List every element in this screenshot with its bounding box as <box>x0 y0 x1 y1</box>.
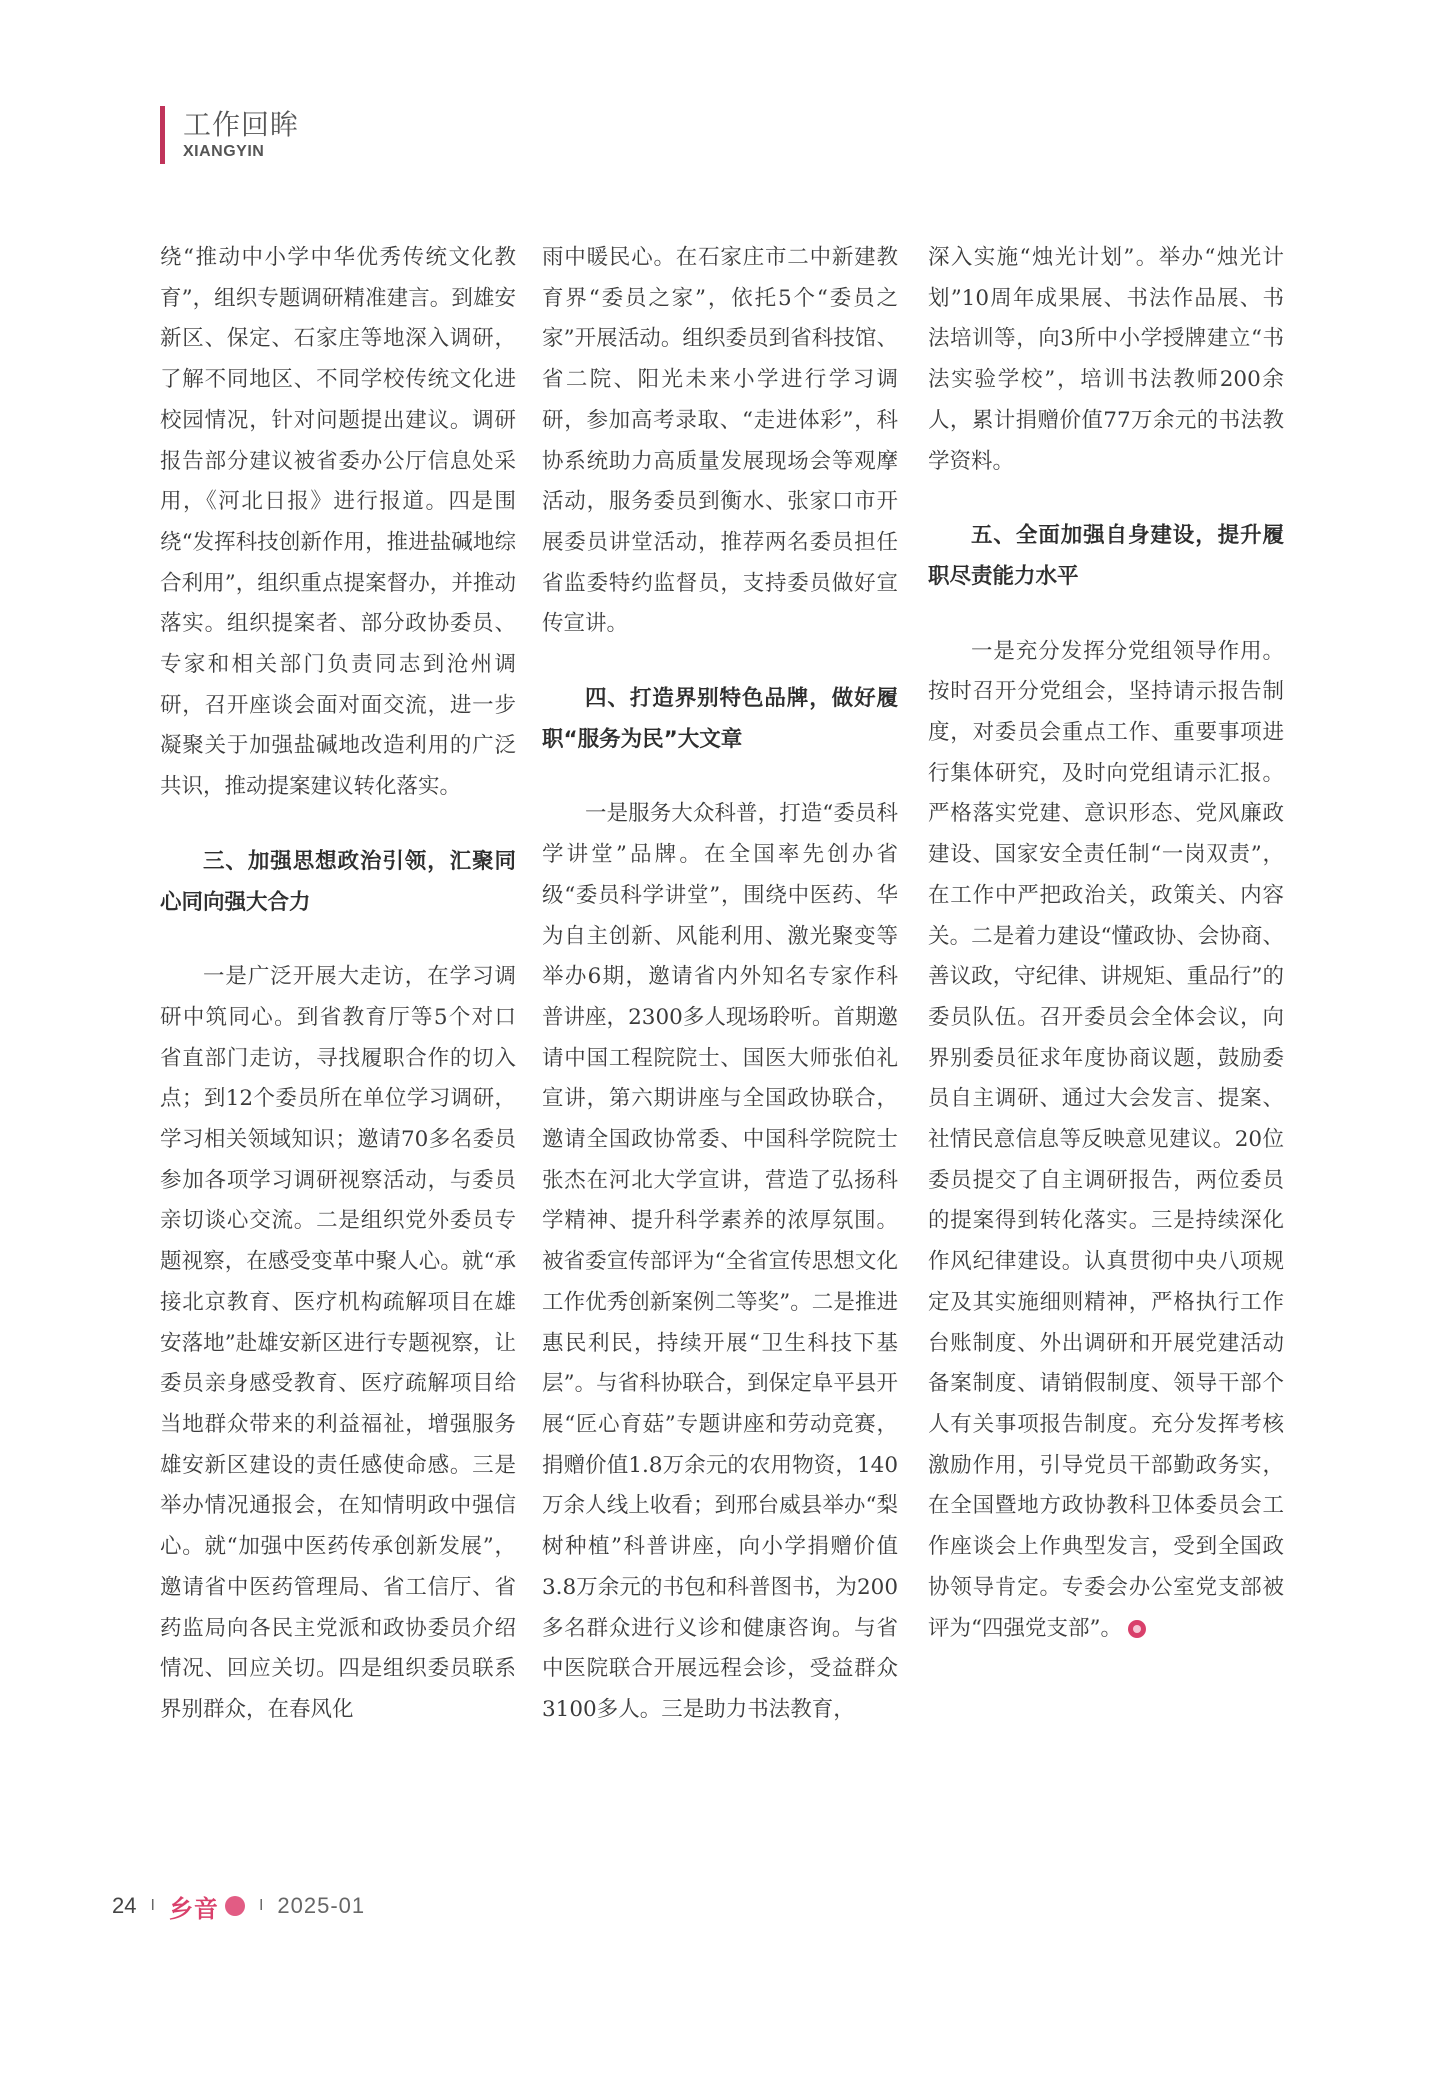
article-column-1 <box>160 238 516 1731</box>
body-paragraph <box>542 238 898 645</box>
article-column-2 <box>542 238 898 1731</box>
section-tag <box>160 106 299 164</box>
section-tag-texts <box>183 106 299 164</box>
paragraph-text: 一是服务大众科普，打造“委员科学讲堂”品牌。在全国率先创办省级“委员科学讲堂”，围绕中医药、华为自主创新、风能利用、激光聚变等举办6期，邀请省内外知名专家作科普讲座，2300多人现场聆听。首期邀请中国工程院院士、国医大师张伯礼宣讲，第六期讲座与全国政协联合，邀请全国政协常委、中国科学院院士张杰在河北大学宣讲，营造了弘扬科学精神、提升科学素养的浓厚氛围。被省委宣传部评为“全省宣传思想文化工作优秀创新案例二等奖”。二是推进惠民利民，持续开展“卫生科技下基层”。与省科协联合，到保定阜平县开展“匠心育菇”专题讲座和劳动竞赛，捐赠价值1.8万余元的农用物资，140万余人线上收看；到邢台威县举办“梨树种植”科普讲座，向小学捐赠价值3.8万余元的书包和科普图书，为200多名群众进行义诊和健康咨询。与省中医院联合开展远程会诊，受益群众3100多人。三是助力书法教育， <box>542 801 898 1722</box>
body-paragraph <box>160 957 516 1730</box>
issue-number: 2025-01 <box>277 1893 366 1918</box>
section-accent-bar <box>160 106 165 164</box>
paragraph-text: 深入实施“烛光计划”。举办“烛光计划”10周年成果展、书法作品展、书法培训等，向3所中小学授牌建立“书法实验学校”，培训书法教师200余人，累计捐赠价值77万余元的书法教学资料。 <box>928 245 1284 474</box>
paragraph-text: 一是广泛开展大走访，在学习调研中筑同心。到省教育厅等5个对口省直部门走访，寻找履职合作的切入点；到12个委员所在单位学习调研，学习相关领域知识；邀请70多名委员参加各项学习调研视察活动，与委员亲切谈心交流。二是组织党外委员专题视察，在感受变革中聚人心。就“承接北京教育、医疗机构疏解项目在雄安落地”赴雄安新区进行专题视察，让委员亲身感受教育、医疗疏解项目给当地群众带来的利益福祉，增强服务雄安新区建设的责任感使命感。三是举办情况通报会，在知情明政中强信心。就“加强中医药传承创新发展”，邀请省中医药管理局、省工信厅、省药监局向各民主党派和政协委员介绍情况、回应关切。四是组织委员联系界别群众，在春风化 <box>160 964 516 1722</box>
magazine-logo-icon <box>225 1896 245 1916</box>
body-paragraph <box>160 238 516 808</box>
article-end-icon <box>1128 1620 1146 1638</box>
footer-separator: I <box>258 1897 264 1914</box>
magazine-logo: 乡音 <box>168 1894 219 1923</box>
body-paragraph <box>542 794 898 1730</box>
paragraph-text: 一是充分发挥分党组领导作用。按时召开分党组会，坚持请示报告制度，对委员会重点工作、重要事项进行集体研究，及时向党组请示汇报。严格落实党建、意识形态、党风廉政建设、国家安全责任制“一岗双责”，在工作中严把政治关，政策关、内容关。二是着力建设“懂政协、会协商、善议政，守纪律、讲规矩、重品行”的委员队伍。召开委员会全体会议，向界别委员征求年度协商议题，鼓励委员自主调研、通过大会发言、提案、社情民意信息等反映意见建议。20位委员提交了自主调研报告，两位委员的提案得到转化落实。三是持续深化作风纪律建设。认真贯彻中央八项规定及其实施细则精神，严格执行工作台账制度、外出调研和开展党建活动备案制度、请销假制度、领导干部个人有关事项报告制度。充分发挥考核激励作用，引导党员干部勤政务实，在全国暨地方政协教科卫体委员会工作座谈会上作典型发言，受到全国政协领导肯定。专委会办公室党支部被评为“四强党支部”。 <box>928 638 1284 1641</box>
footer-separator: I <box>150 1897 155 1914</box>
section-heading: 三、加强思想政治引领，汇聚同心同向强大合力 <box>160 848 516 915</box>
paragraph-text: 雨中暖民心。在石家庄市二中新建教育界“委员之家”，依托5个“委员之家”开展活动。组织委员到省科技馆、省二院、阳光未来小学进行学习调研，参加高考录取、“走进体彩”，科协系统助力高质量发展现场会等观摩活动，服务委员到衡水、张家口市开展委员讲堂活动，推荐两名委员担任省监委特约监督员，支持委员做好宣传宣讲。 <box>542 245 898 637</box>
body-paragraph <box>928 238 1284 482</box>
section-subtitle: XIANGYIN <box>183 143 265 160</box>
section-heading: 五、全面加强自身建设，提升履职尽责能力水平 <box>928 523 1284 589</box>
page-number: 24 <box>112 1893 137 1918</box>
section-title: 工作回眸 <box>183 108 300 141</box>
body-paragraph <box>928 632 1284 1650</box>
paragraph-text: 绕“推动中小学中华优秀传统文化教育”，组织专题调研精准建言。到雄安新区、保定、石家庄等地深入调研，了解不同地区、不同学校传统文化进校园情况，针对问题提出建议。调研报告部分建议被省委办公厅信息处采用，《河北日报》进行报道。四是围绕“发挥科技创新作用，推进盐碱地综合利用”，组织重点提案督办，并推动落实。组织提案者、部分政协委员、专家和相关部门负责同志到沧州调研，召开座谈会面对面交流，进一步凝聚关于加强盐碱地改造利用的广泛共识，推动提案建议转化落实。 <box>160 245 516 800</box>
section-heading: 四、打造界别特色品牌，做好履职“服务为民”大文章 <box>542 686 898 752</box>
page-footer <box>112 1889 365 1923</box>
article-column-3 <box>928 238 1284 1649</box>
